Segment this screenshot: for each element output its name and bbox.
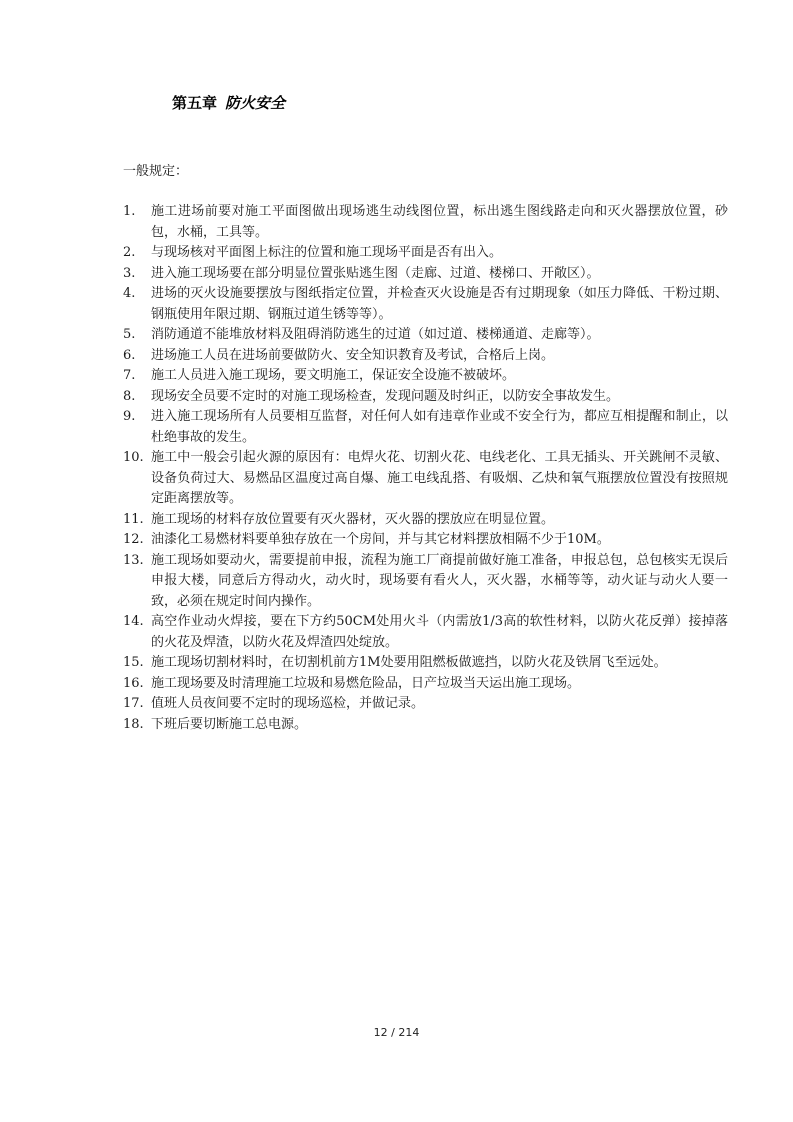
rule-item-7: [123, 366, 728, 387]
rule-text: 油漆化工易燃材料要单独存放在一个房间，并与其它材料摆放相隔不少于10M。: [151, 532, 610, 547]
rule-number: 11.: [123, 511, 144, 527]
rule-number: 2.: [123, 245, 136, 260]
rule-item-9: [123, 407, 728, 448]
rule-text: 施工现场如要动火，需要提前申报，流程为施工厂商提前做好施工准备，申报总包，总包核实无误后申报大楼，同意后方得动火，动火时，现场要有看火人，灭火器，水桶等等，动火证与动火人要一致，必须在规定时间内操作。: [151, 552, 728, 609]
rule-number: 4.: [123, 286, 136, 301]
rule-number: 12.: [123, 532, 144, 547]
rule-item-4: [123, 284, 728, 325]
rule-text: 施工现场的材料存放位置要有灭火器材，灭火器的摆放应在明显位置。: [151, 511, 555, 527]
rule-number: 10.: [123, 450, 144, 465]
rule-item-2: [123, 243, 728, 264]
chapter-label: 第五章: [172, 94, 218, 112]
rule-number: 7.: [123, 368, 136, 383]
rule-number: 13.: [123, 552, 144, 568]
rule-item-11: [123, 510, 728, 531]
page-number: 12 / 214: [373, 1026, 420, 1039]
rule-number: 1.: [123, 204, 136, 219]
rule-text: 值班人员夜间要不定时的现场巡检，并做记录。: [151, 696, 425, 711]
rule-number: 6.: [123, 347, 136, 363]
rule-text: 下班后要切断施工总电源。: [151, 716, 308, 732]
rule-item-12: [123, 530, 728, 551]
rule-number: 14.: [123, 614, 144, 629]
rule-text: 现场安全员要不定时的对施工现场检查，发现问题及时纠正，以防安全事故发生。: [151, 388, 620, 404]
rule-item-6: [123, 346, 728, 367]
rule-text: 施工现场切割材料时，在切割机前方1M处要用阻燃板做遮挡，以防火花及铁屑飞至远处。: [151, 655, 667, 670]
rule-number: 3.: [123, 265, 136, 281]
chapter-title: [172, 92, 285, 113]
rule-item-8: [123, 387, 728, 408]
rule-text: 进场施工人员在进场前要做防火、安全知识教育及考试，合格后上岗。: [151, 347, 555, 363]
rule-number: 16.: [123, 675, 144, 691]
rule-item-3: [123, 264, 728, 285]
rule-item-17: [123, 694, 728, 715]
rule-item-15: [123, 653, 728, 674]
rule-item-16: [123, 674, 728, 695]
rule-item-1: [123, 202, 728, 243]
rules-list: [123, 202, 728, 735]
rule-number: 8.: [123, 388, 136, 404]
rule-number: 17.: [123, 696, 144, 711]
rule-text: 施工现场要及时清理施工垃圾和易燃危险品，日产垃圾当天运出施工现场。: [151, 675, 581, 691]
rule-item-18: [123, 715, 728, 736]
rule-text: 高空作业动火焊接，要在下方约50CM处用火斗（内需放1/3高的软性材料，以防火花反弹）接掉落的火花及焊渣，以防火花及焊渣四处绽放。: [151, 614, 728, 650]
rule-text: 进入施工现场要在部分明显位置张贴逃生图（走廊、过道、楼梯口、开敞区）。: [151, 265, 600, 281]
rule-item-5: [123, 325, 728, 346]
rule-text: 与现场核对平面图上标注的位置和施工现场平面是否有出入。: [151, 245, 503, 260]
rule-number: 9.: [123, 409, 136, 424]
rule-text: 消防通道不能堆放材料及阻碍消防逃生的过道（如过道、楼梯通道、走廊等）。: [151, 327, 600, 342]
rule-text: 施工进场前要对施工平面图做出现场逃生动线图位置，标出逃生图线路走向和灭火器摆放位置，砂包，水桶，工具等。: [151, 204, 728, 240]
rule-item-13: [123, 551, 728, 613]
rule-text: 施工中一般会引起火源的原因有：电焊火花、切割火花、电线老化、工具无插头、开关跳闸不灵敏、设备负荷过大、易燃品区温度过高自爆、施工电线乱搭、有吸烟、乙炔和氧气瓶摆放位置没有按照规定距离摆放等。: [151, 450, 728, 506]
rule-text: 施工人员进入施工现场，要文明施工，保证安全设施不被破坏。: [151, 368, 516, 383]
rule-number: 18.: [123, 716, 144, 732]
rule-number: 15.: [123, 655, 144, 670]
rule-number: 5.: [123, 327, 136, 342]
rule-text: 进场的灭火设施要摆放与图纸指定位置，并检查灭火设施是否有过期现象（如压力降低、干粉过期、钢瓶使用年限过期、钢瓶过道生锈等等）。: [151, 286, 728, 322]
chapter-title-text: 防火安全: [225, 94, 286, 112]
rule-item-14: [123, 612, 728, 653]
section-heading: 一般规定：: [123, 164, 189, 179]
rule-text: 进入施工现场所有人员要相互监督，对任何人如有违章作业或不安全行为，都应互相提醒和制止，以杜绝事故的发生。: [151, 409, 728, 445]
rule-item-10: [123, 448, 728, 510]
